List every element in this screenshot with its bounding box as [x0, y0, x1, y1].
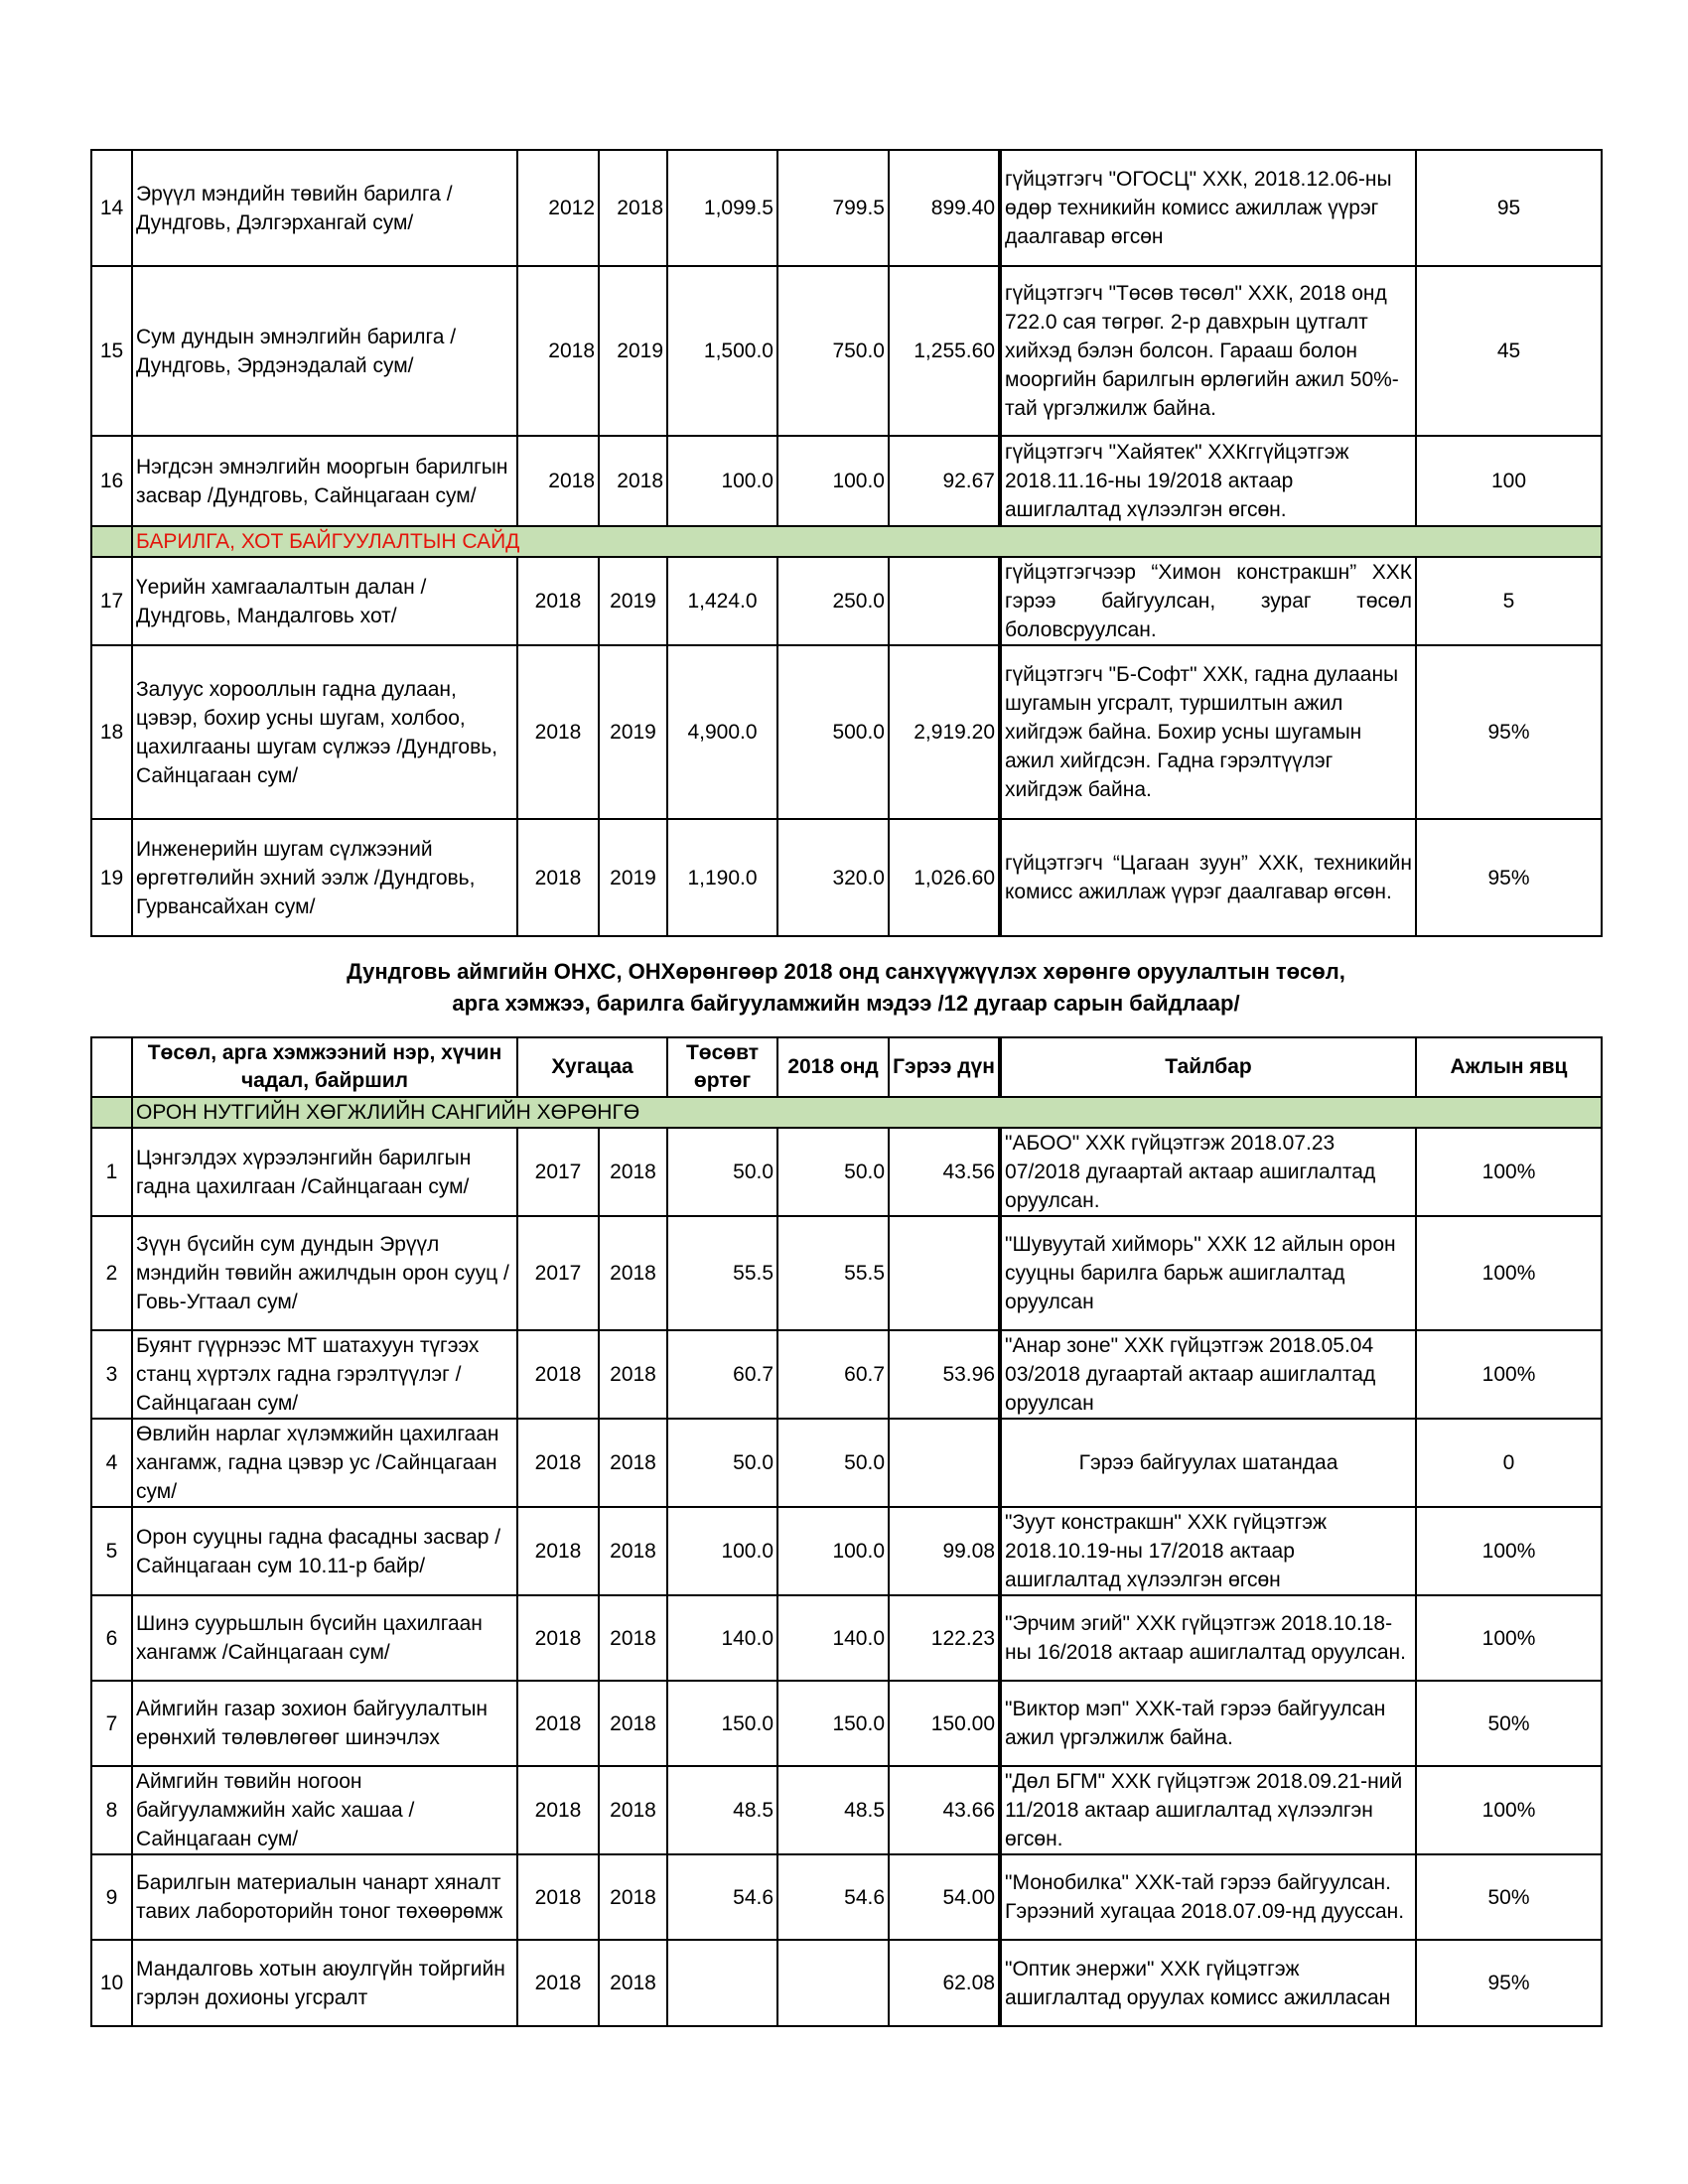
- end-year: 2018: [599, 1330, 667, 1419]
- budget-cost: 1,424.0: [667, 557, 777, 645]
- amount-2018: 50.0: [777, 1419, 889, 1507]
- start-year: 2018: [517, 1766, 599, 1854]
- budget-cost: 55.5: [667, 1216, 777, 1330]
- contract-amount: 150.00: [889, 1681, 999, 1766]
- table-row: [91, 1766, 1602, 1854]
- table-row: [91, 1681, 1602, 1766]
- start-year: 2018: [517, 645, 599, 819]
- project-name: Аймгийн газар зохион байгуулалтын ерөнхий төлөвлөгөөг шинэчлэх: [132, 1681, 517, 1766]
- contract-amount: 122.23: [889, 1595, 999, 1681]
- amount-2018: 50.0: [777, 1128, 889, 1216]
- note: гүйцэтгэгч "Төсөв төсөл" ХХК, 2018 онд 722.0 сая төгрөг. 2-р давхрын цутгалт хийхэд бэлэн болсон. Гарааш болон мооргийн барилгын өрлөгийн ажил 50%-тай үргэлжилж байна.: [1001, 266, 1416, 436]
- table-row: [91, 150, 1602, 266]
- start-year: 2018: [517, 266, 599, 436]
- project-name: Шинэ суурьшлын бүсийн цахилгаан хангамж /Сайнцагаан сум/: [132, 1595, 517, 1681]
- progress: 50%: [1416, 1681, 1602, 1766]
- header-number: [91, 1037, 132, 1097]
- note: "Оптик энержи" ХХК гүйцэтгэж ашиглалтад оруулах комисс ажилласан: [1001, 1940, 1416, 2026]
- start-year: 2018: [517, 436, 599, 526]
- budget-cost: 48.5: [667, 1766, 777, 1854]
- start-year: 2018: [517, 1681, 599, 1766]
- budget-cost: [667, 1940, 777, 2026]
- subtitle-line-1: Дундговь аймгийн ОНХС, ОНХөрөнгөөр 2018 онд санхүүжүүлэх хөрөнгө оруулалтын төсөл,: [347, 959, 1345, 984]
- contract-amount: 43.56: [889, 1128, 999, 1216]
- note: "Анар зоне" ХХК гүйцэтгэж 2018.05.04 03/2018 дугаартай актаар ашиглалтад оруулсан: [1001, 1330, 1416, 1419]
- header-progress: Ажлын явц: [1416, 1037, 1602, 1097]
- end-year: 2019: [599, 645, 667, 819]
- progress: 95%: [1416, 1940, 1602, 2026]
- project-name: Цэнгэлдэх хүрээлэнгийн барилгын гадна цахилгаан /Сайнцагаан сум/: [132, 1128, 517, 1216]
- header-cost: Төсөвт өртөг: [667, 1037, 777, 1097]
- note: "Монобилка" ХХК-тай гэрээ байгуулсан. Гэрээний хугацаа 2018.07.09-нд дууссан.: [1001, 1854, 1416, 1940]
- project-name: Мандалговь хотын аюулгүйн тойргийн гэрлэн дохионы угсралт: [132, 1940, 517, 2026]
- amount-2018: 140.0: [777, 1595, 889, 1681]
- table-row: [91, 645, 1602, 819]
- start-year: 2018: [517, 1940, 599, 2026]
- end-year: 2018: [599, 1216, 667, 1330]
- progress: 100%: [1416, 1766, 1602, 1854]
- end-year: 2018: [599, 1766, 667, 1854]
- budget-cost: 50.0: [667, 1419, 777, 1507]
- end-year: 2018: [599, 1940, 667, 2026]
- contract-amount: 92.67: [889, 436, 999, 526]
- start-year: 2018: [517, 1854, 599, 1940]
- section-title: БАРИЛГА, ХОТ БАЙГУУЛАЛТЫН САЙД: [132, 526, 1602, 557]
- header-name: Төсөл, арга хэмжээний нэр, хүчин чадал, байршил: [132, 1037, 517, 1097]
- start-year: 2018: [517, 819, 599, 936]
- end-year: 2019: [599, 557, 667, 645]
- row-number: 8: [91, 1766, 132, 1854]
- budget-cost: 1,099.5: [667, 150, 777, 266]
- table-row: [91, 1507, 1602, 1595]
- progress: 100%: [1416, 1128, 1602, 1216]
- contract-amount: 43.66: [889, 1766, 999, 1854]
- row-number: 16: [91, 436, 132, 526]
- start-year: 2012: [517, 150, 599, 266]
- table-row: [91, 819, 1602, 936]
- projects-table-continued: [90, 149, 1603, 937]
- note: "АБОО" ХХК гүйцэтгэж 2018.07.23 07/2018 дугаартай актаар ашиглалтад оруулсан.: [1001, 1128, 1416, 1216]
- project-name: Аймгийн төвийн ногоон байгууламжийн хайс хашаа /Сайнцагаан сум/: [132, 1766, 517, 1854]
- project-name: Орон сууцны гадна фасадны засвар /Сайнцагаан сум 10.11-р байр/: [132, 1507, 517, 1595]
- table-row: [91, 1419, 1602, 1507]
- end-year: 2018: [599, 1507, 667, 1595]
- note: гүйцэтгэгчээр “Химон констракшн” ХХК гэрээ байгуулсан, зураг төсөл боловсруулсан.: [1001, 557, 1416, 645]
- budget-cost: 1,500.0: [667, 266, 777, 436]
- note: "Зуут констракшн" ХХК гүйцэтгэж 2018.10.19-ны 17/2018 актаар ашиглалтад хүлээлгэн өгсөн: [1001, 1507, 1416, 1595]
- section-spacer: [91, 1097, 132, 1128]
- contract-amount: [889, 1419, 999, 1507]
- row-number: 3: [91, 1330, 132, 1419]
- amount-2018: 799.5: [777, 150, 889, 266]
- progress: 50%: [1416, 1854, 1602, 1940]
- start-year: 2018: [517, 1595, 599, 1681]
- contract-amount: 53.96: [889, 1330, 999, 1419]
- project-name: Барилгын материалын чанарт хяналт тавих лабороторийн тоног төхөөрөмж: [132, 1854, 517, 1940]
- progress: 100%: [1416, 1595, 1602, 1681]
- amount-2018: 150.0: [777, 1681, 889, 1766]
- amount-2018: 750.0: [777, 266, 889, 436]
- end-year: 2019: [599, 819, 667, 936]
- section-spacer: [91, 526, 132, 557]
- row-number: 1: [91, 1128, 132, 1216]
- budget-cost: 60.7: [667, 1330, 777, 1419]
- progress: 95%: [1416, 645, 1602, 819]
- progress: 45: [1416, 266, 1602, 436]
- start-year: 2017: [517, 1128, 599, 1216]
- budget-cost: 1,190.0: [667, 819, 777, 936]
- budget-cost: 50.0: [667, 1128, 777, 1216]
- note: "Эрчим эгий" ХХК гүйцэтгэж 2018.10.18-ны 16/2018 актаар ашиглалтад оруулсан.: [1001, 1595, 1416, 1681]
- note: гүйцэтгэгч “Цагаан зуун” ХХК, техникийн комисс ажиллаж үүрэг даалгавар өгсөн.: [1001, 819, 1416, 936]
- progress: 95%: [1416, 819, 1602, 936]
- row-number: 10: [91, 1940, 132, 2026]
- row-number: 18: [91, 645, 132, 819]
- contract-amount: 54.00: [889, 1854, 999, 1940]
- progress: 95: [1416, 150, 1602, 266]
- contract-amount: 1,026.60: [889, 819, 999, 936]
- project-name: Инженерийн шугам сүлжээний өргөтгөлийн эхний ээлж /Дундговь, Гурвансайхан сум/: [132, 819, 517, 936]
- budget-cost: 150.0: [667, 1681, 777, 1766]
- row-number: 2: [91, 1216, 132, 1330]
- table-row: [91, 436, 1602, 526]
- header-note: Тайлбар: [1001, 1037, 1416, 1097]
- note: Гэрээ байгуулах шатандаа: [1001, 1419, 1416, 1507]
- amount-2018: 500.0: [777, 645, 889, 819]
- amount-2018: 55.5: [777, 1216, 889, 1330]
- row-number: 9: [91, 1854, 132, 1940]
- row-number: 19: [91, 819, 132, 936]
- amount-2018: [777, 1940, 889, 2026]
- project-name: Эрүүл мэндийн төвийн барилга /Дундговь, Дэлгэрхангай сум/: [132, 150, 517, 266]
- end-year: 2018: [599, 1128, 667, 1216]
- row-number: 4: [91, 1419, 132, 1507]
- budget-cost: 4,900.0: [667, 645, 777, 819]
- report-subtitle: [90, 956, 1602, 1020]
- contract-amount: 899.40: [889, 150, 999, 266]
- contract-amount: [889, 557, 999, 645]
- amount-2018: 54.6: [777, 1854, 889, 1940]
- amount-2018: 48.5: [777, 1766, 889, 1854]
- end-year: 2018: [599, 1854, 667, 1940]
- contract-amount: 99.08: [889, 1507, 999, 1595]
- header-row: [91, 1037, 1602, 1097]
- note: гүйцэтгэгч "ОГОСЦ" ХХК, 2018.12.06-ны өдөр техникийн комисс ажиллаж үүрэг даалгавар өгсөн: [1001, 150, 1416, 266]
- budget-cost: 100.0: [667, 1507, 777, 1595]
- header-contract: Гэрээ дүн: [889, 1037, 999, 1097]
- amount-2018: 250.0: [777, 557, 889, 645]
- contract-amount: 2,919.20: [889, 645, 999, 819]
- start-year: 2018: [517, 1507, 599, 1595]
- progress: 100%: [1416, 1507, 1602, 1595]
- row-number: 15: [91, 266, 132, 436]
- header-period: Хугацаа: [517, 1037, 667, 1097]
- progress: 0: [1416, 1419, 1602, 1507]
- note: "Виктор мэп" ХХК-тай гэрээ байгуулсан ажил үргэлжилж байна.: [1001, 1681, 1416, 1766]
- start-year: 2018: [517, 557, 599, 645]
- row-number: 6: [91, 1595, 132, 1681]
- table-row: [91, 1128, 1602, 1216]
- table-row: [91, 557, 1602, 645]
- table-row: [91, 1595, 1602, 1681]
- end-year: 2018: [599, 1419, 667, 1507]
- start-year: 2018: [517, 1330, 599, 1419]
- end-year: 2018: [599, 150, 667, 266]
- row-number: 17: [91, 557, 132, 645]
- note: гүйцэтгэгч "Б-Софт" ХХК, гадна дулааны шугамын угсралт, туршилтын ажил хийгдэж байна. Бохир усны шугамын ажил хийгдсэн. Гадна гэрэлтүүлэг хийгдэж байна.: [1001, 645, 1416, 819]
- note: гүйцэтгэгч "Хайятек" ХХКггүйцэтгэж 2018.11.16-ны 19/2018 актаар ашиглалтад хүлээлгэн өгсөн.: [1001, 436, 1416, 526]
- table-row: [91, 1330, 1602, 1419]
- project-name: Залуус хорооллын гадна дулаан, цэвэр, бохир усны шугам, холбоо, цахилгааны шугам сүлжээ /Дундговь, Сайнцагаан сум/: [132, 645, 517, 819]
- note: "Шувуутай хийморь" ХХК 12 айлын орон сууцны барилга барьж ашиглалтад оруулсан: [1001, 1216, 1416, 1330]
- start-year: 2017: [517, 1216, 599, 1330]
- end-year: 2018: [599, 1681, 667, 1766]
- budget-cost: 100.0: [667, 436, 777, 526]
- row-number: 14: [91, 150, 132, 266]
- progress: 100: [1416, 436, 1602, 526]
- project-name: Нэгдсэн эмнэлгийн мооргын барилгын засвар /Дундговь, Сайнцагаан сум/: [132, 436, 517, 526]
- amount-2018: 100.0: [777, 436, 889, 526]
- contract-amount: 62.08: [889, 1940, 999, 2026]
- subtitle-line-2: арга хэмжээ, барилга байгууламжийн мэдээ /12 дугаар сарын байдлаар/: [452, 991, 1240, 1016]
- note: "Дөл БГМ" ХХК гүйцэтгэж 2018.09.21-ний 11/2018 актаар ашиглалтад хүлээлгэн өгсөн.: [1001, 1766, 1416, 1854]
- budget-cost: 140.0: [667, 1595, 777, 1681]
- contract-amount: 1,255.60: [889, 266, 999, 436]
- table-row: [91, 1216, 1602, 1330]
- end-year: 2019: [599, 266, 667, 436]
- progress: 5: [1416, 557, 1602, 645]
- project-name: Үерийн хамгаалалтын далан /Дундговь, Мандалговь хот/: [132, 557, 517, 645]
- table-row: [91, 1854, 1602, 1940]
- project-name: Өвлийн нарлаг хүлэмжийн цахилгаан хангамж, гадна цэвэр ус /Сайнцагаан сум/: [132, 1419, 517, 1507]
- budget-cost: 54.6: [667, 1854, 777, 1940]
- amount-2018: 320.0: [777, 819, 889, 936]
- amount-2018: 60.7: [777, 1330, 889, 1419]
- table-row: [91, 1940, 1602, 2026]
- project-name: Буянт гүүрнээс МТ шатахуун түгээх станц хүртэлх гадна гэрэлтүүлэг /Сайнцагаан сум/: [132, 1330, 517, 1419]
- contract-amount: [889, 1216, 999, 1330]
- start-year: 2018: [517, 1419, 599, 1507]
- row-number: 7: [91, 1681, 132, 1766]
- project-name: Сум дундын эмнэлгийн барилга /Дундговь, Эрдэнэдалай сум/: [132, 266, 517, 436]
- row-number: 5: [91, 1507, 132, 1595]
- progress: 100%: [1416, 1330, 1602, 1419]
- progress: 100%: [1416, 1216, 1602, 1330]
- section-row: [91, 1097, 1602, 1128]
- table-row: [91, 266, 1602, 436]
- local-fund-projects-table: [90, 1036, 1603, 2027]
- end-year: 2018: [599, 436, 667, 526]
- amount-2018: 100.0: [777, 1507, 889, 1595]
- end-year: 2018: [599, 1595, 667, 1681]
- section-row: [91, 526, 1602, 557]
- header-2018: 2018 онд: [777, 1037, 889, 1097]
- section-title: ОРОН НУТГИЙН ХӨГЖЛИЙН САНГИЙН ХӨРӨНГӨ: [132, 1097, 1602, 1128]
- project-name: Зүүн бүсийн сум дундын Эрүүл мэндийн төвийн ажилчдын орон сууц /Говь-Угтаал сум/: [132, 1216, 517, 1330]
